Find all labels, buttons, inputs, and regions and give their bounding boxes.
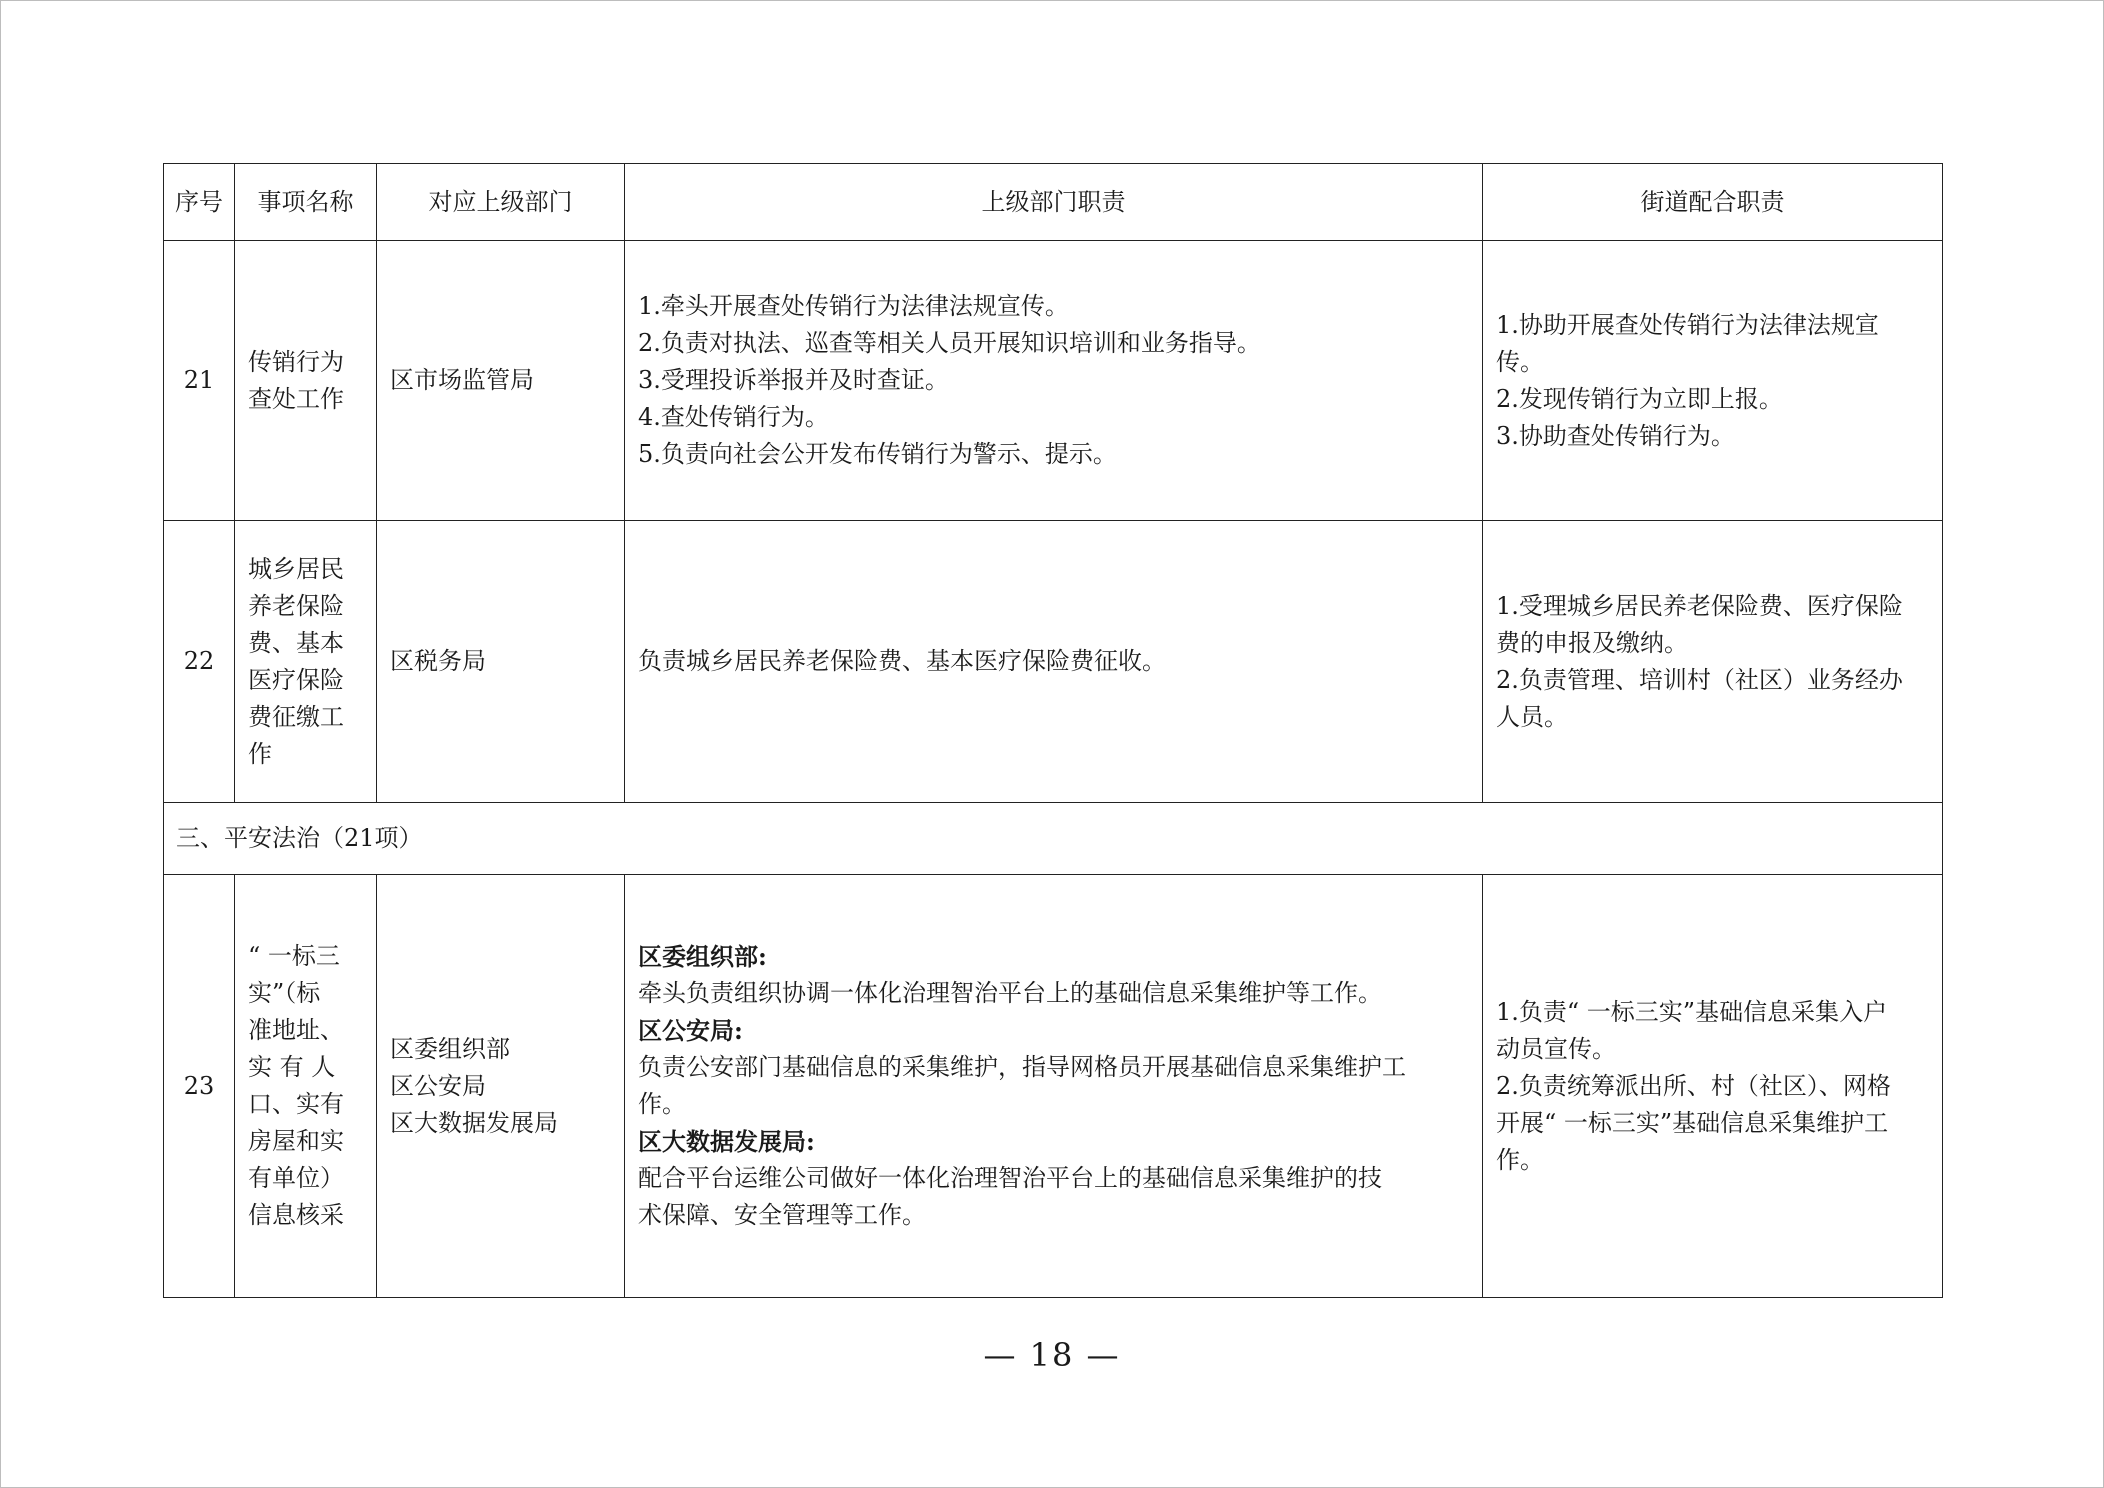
row-number: 21 — [164, 241, 235, 521]
duty-line: 牵头负责组织协调一体化治理智治平台上的基础信息采集维护等工作。 — [638, 979, 1382, 1007]
duty-dept-heading: 区大数据发展局: — [638, 1127, 815, 1156]
duty-line: 配合平台运维公司做好一体化治理智治平台上的基础信息采集维护的技 — [638, 1164, 1382, 1192]
table-row — [164, 241, 1943, 521]
item-name-line: 传销行为 — [248, 347, 344, 376]
item-name-line: 费征缴工 — [248, 702, 344, 731]
item-name-line: 准地址、 — [248, 1016, 344, 1044]
upper-duties — [625, 875, 1483, 1298]
street-duty-line: 1.协助开展查处传销行为法律法规宣 — [1496, 310, 1879, 339]
row-number: 23 — [164, 875, 235, 1298]
item-name-line: 实 有 人 — [248, 1053, 336, 1081]
item-name-line: 医疗保险 — [248, 665, 344, 694]
upper-dept — [377, 241, 625, 521]
duty-line: 1.牵头开展查处传销行为法律法规宣传。 — [638, 292, 1069, 320]
duty-dept-heading: 区委组织部: — [638, 942, 767, 971]
header-item-name: 事项名称 — [235, 164, 377, 241]
row-number: 22 — [164, 521, 235, 803]
street-duty-line: 1.负责“ 一标三实”基础信息采集入户 — [1496, 997, 1888, 1026]
street-duty-line: 人员。 — [1496, 702, 1568, 731]
item-name-line: 有单位） — [248, 1164, 344, 1192]
duty-table — [163, 163, 1943, 1298]
street-duty-line: 2.负责管理、培训村（社区）业务经办 — [1496, 665, 1903, 694]
street-duty-line: 1.受理城乡居民养老保险费、医疗保险 — [1496, 591, 1903, 620]
street-duty-line: 传。 — [1496, 347, 1544, 376]
item-name-line: 口、实有 — [248, 1090, 344, 1118]
header-no: 序号 — [164, 164, 235, 241]
upper-dept — [377, 521, 625, 803]
item-name — [235, 241, 377, 521]
street-duty-line: 动员宣传。 — [1496, 1034, 1616, 1063]
dept-line: 区税务局 — [390, 647, 486, 675]
table-row — [164, 875, 1943, 1298]
duty-line: 负责城乡居民养老保险费、基本医疗保险费征收。 — [638, 647, 1166, 675]
section-title: 三、平安法治（21项） — [164, 803, 1943, 875]
street-duty-line: 作。 — [1496, 1145, 1544, 1174]
duty-line: 负责公安部门基础信息的采集维护，指导网格员开展基础信息采集维护工 — [638, 1053, 1406, 1081]
item-name-line: 费、基本 — [248, 628, 344, 657]
item-name-line: 实”（标 — [248, 979, 321, 1007]
street-duty-line: 开展“ 一标三实”基础信息采集维护工 — [1496, 1108, 1889, 1137]
dept-line: 区市场监管局 — [390, 366, 534, 394]
street-duty-line: 2.发现传销行为立即上报。 — [1496, 384, 1783, 413]
page-number: — 18 — — [983, 1336, 1121, 1374]
duty-line: 4.查处传销行为。 — [638, 403, 829, 431]
street-duties — [1483, 521, 1943, 803]
item-name-line: 查处工作 — [248, 384, 344, 413]
duty-line: 术保障、安全管理等工作。 — [638, 1201, 926, 1229]
item-name — [235, 521, 377, 803]
header-upper-dept: 对应上级部门 — [377, 164, 625, 241]
upper-dept — [377, 875, 625, 1298]
header-street-duties: 街道配合职责 — [1483, 164, 1943, 241]
street-duty-line: 2.负责统筹派出所、村（社区）、网格 — [1496, 1071, 1891, 1100]
dept-line: 区大数据发展局 — [390, 1108, 558, 1137]
table-row — [164, 521, 1943, 803]
street-duty-line: 费的申报及缴纳。 — [1496, 628, 1688, 657]
table-header-row — [164, 164, 1943, 241]
duty-line: 5.负责向社会公开发布传销行为警示、提示。 — [638, 440, 1117, 468]
item-name-line: 房屋和实 — [248, 1127, 344, 1155]
duty-line: 3.受理投诉举报并及时查证。 — [638, 366, 949, 394]
duty-line: 作。 — [638, 1090, 686, 1118]
item-name — [235, 875, 377, 1298]
item-name-line: 作 — [248, 739, 272, 768]
item-name-line: 信息核采 — [248, 1201, 344, 1229]
item-name-line: “ 一标三 — [248, 942, 340, 970]
header-upper-duties: 上级部门职责 — [625, 164, 1483, 241]
section-row — [164, 803, 1943, 875]
street-duty-line: 3.协助查处传销行为。 — [1496, 421, 1735, 450]
dept-line: 区公安局 — [390, 1071, 486, 1100]
dept-line: 区委组织部 — [390, 1034, 510, 1063]
street-duties — [1483, 875, 1943, 1298]
item-name-line: 城乡居民 — [248, 554, 344, 583]
duty-line: 2.负责对执法、巡查等相关人员开展知识培训和业务指导。 — [638, 329, 1261, 357]
item-name-line: 养老保险 — [248, 591, 344, 620]
street-duties — [1483, 241, 1943, 521]
duty-dept-heading: 区公安局: — [638, 1016, 743, 1045]
upper-duties — [625, 521, 1483, 803]
upper-duties — [625, 241, 1483, 521]
